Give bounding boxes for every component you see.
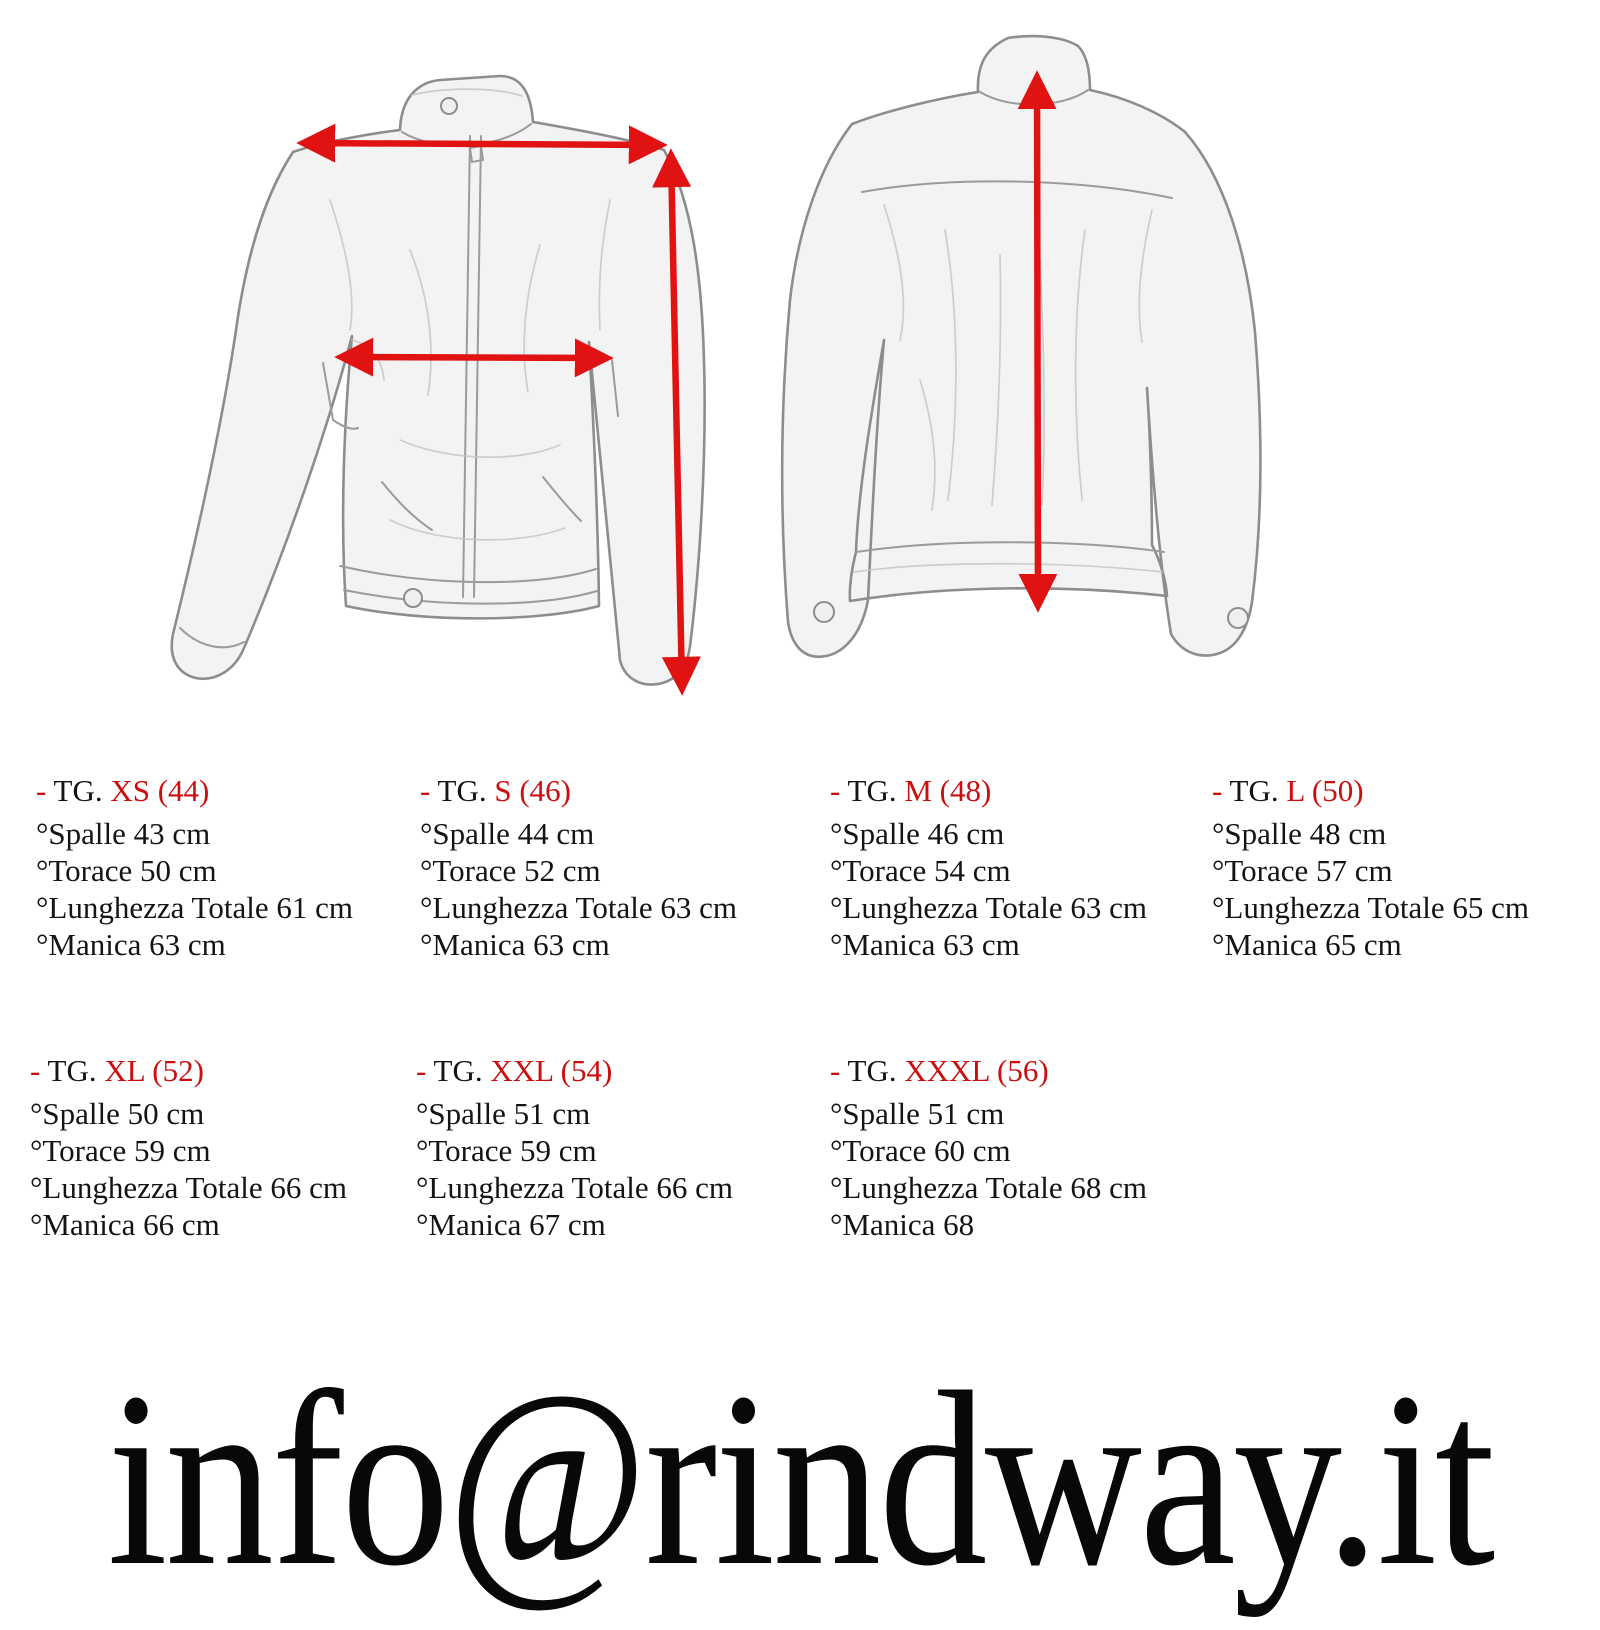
measure-lunghezza: °Lunghezza Totale 66 cm <box>30 1170 347 1205</box>
size-dash: - <box>420 773 431 808</box>
measure-spalle: °Spalle 46 cm <box>830 816 1005 851</box>
size-tg-label: TG. <box>847 773 897 808</box>
size-title <box>1212 770 1529 812</box>
size-code: S (46) <box>494 773 571 808</box>
measure-torace: °Torace 52 cm <box>420 853 601 888</box>
size-title <box>830 1050 1147 1092</box>
back-length-arrow <box>1037 78 1038 605</box>
measure-torace: °Torace 59 cm <box>416 1133 597 1168</box>
shoulder-width-arrow <box>304 143 660 145</box>
collar-snap <box>441 98 457 114</box>
size-block-m <box>830 770 1147 963</box>
hem-snap <box>404 589 422 607</box>
contact-email: info@rindway.it <box>107 1341 1493 1618</box>
size-tg-label: TG. <box>433 1053 483 1088</box>
size-dash: - <box>830 1053 841 1088</box>
measure-manica: °Manica 63 cm <box>36 927 226 962</box>
measure-spalle: °Spalle 50 cm <box>30 1096 205 1131</box>
measure-spalle: °Spalle 48 cm <box>1212 816 1387 851</box>
size-tg-label: TG. <box>437 773 487 808</box>
size-dash: - <box>36 773 47 808</box>
measure-lunghezza: °Lunghezza Totale 66 cm <box>416 1170 733 1205</box>
measure-manica: °Manica 65 cm <box>1212 927 1402 962</box>
size-title <box>36 770 353 812</box>
chest-width-arrow <box>342 357 606 358</box>
size-tg-label: TG. <box>1229 773 1279 808</box>
size-dash: - <box>416 1053 427 1088</box>
measure-spalle: °Spalle 43 cm <box>36 816 211 851</box>
size-dash: - <box>1212 773 1223 808</box>
measure-torace: °Torace 50 cm <box>36 853 217 888</box>
measure-manica: °Manica 63 cm <box>420 927 610 962</box>
measure-torace: °Torace 54 cm <box>830 853 1011 888</box>
size-block-xl <box>30 1050 347 1243</box>
measure-lunghezza: °Lunghezza Totale 61 cm <box>36 890 353 925</box>
size-title <box>30 1050 347 1092</box>
measure-manica: °Manica 68 <box>830 1207 975 1242</box>
jacket-diagram <box>0 0 1600 745</box>
measure-lunghezza: °Lunghezza Totale 65 cm <box>1212 890 1529 925</box>
measure-manica: °Manica 63 cm <box>830 927 1020 962</box>
measure-spalle: °Spalle 51 cm <box>416 1096 591 1131</box>
size-code: M (48) <box>904 773 992 808</box>
size-tg-label: TG. <box>847 1053 897 1088</box>
size-code: XS (44) <box>110 773 210 808</box>
measure-lunghezza: °Lunghezza Totale 63 cm <box>830 890 1147 925</box>
size-code: L (50) <box>1286 773 1364 808</box>
size-block-s <box>420 770 737 963</box>
back-jacket-sketch <box>782 36 1260 657</box>
size-title <box>830 770 1147 812</box>
measure-spalle: °Spalle 51 cm <box>830 1096 1005 1131</box>
front-jacket-sketch <box>172 76 705 685</box>
measure-spalle: °Spalle 44 cm <box>420 816 595 851</box>
size-title <box>420 770 737 812</box>
measure-lunghezza: °Lunghezza Totale 68 cm <box>830 1170 1147 1205</box>
size-title <box>416 1050 733 1092</box>
size-block-xxxl <box>830 1050 1147 1243</box>
size-tg-label: TG. <box>53 773 103 808</box>
right-cuff-snap <box>1228 608 1248 628</box>
size-dash: - <box>830 773 841 808</box>
size-code: XL (52) <box>104 1053 204 1088</box>
size-block-l <box>1212 770 1529 963</box>
size-tg-label: TG. <box>47 1053 97 1088</box>
size-block-xs <box>36 770 353 963</box>
size-dash: - <box>30 1053 41 1088</box>
left-cuff-snap <box>814 602 834 622</box>
measure-torace: °Torace 57 cm <box>1212 853 1393 888</box>
measure-torace: °Torace 59 cm <box>30 1133 211 1168</box>
measure-torace: °Torace 60 cm <box>830 1133 1011 1168</box>
size-code: XXL (54) <box>490 1053 613 1088</box>
measure-lunghezza: °Lunghezza Totale 63 cm <box>420 890 737 925</box>
size-block-xxl <box>416 1050 733 1243</box>
size-code: XXXL (56) <box>904 1053 1049 1088</box>
measure-manica: °Manica 67 cm <box>416 1207 606 1242</box>
measure-manica: °Manica 66 cm <box>30 1207 220 1242</box>
